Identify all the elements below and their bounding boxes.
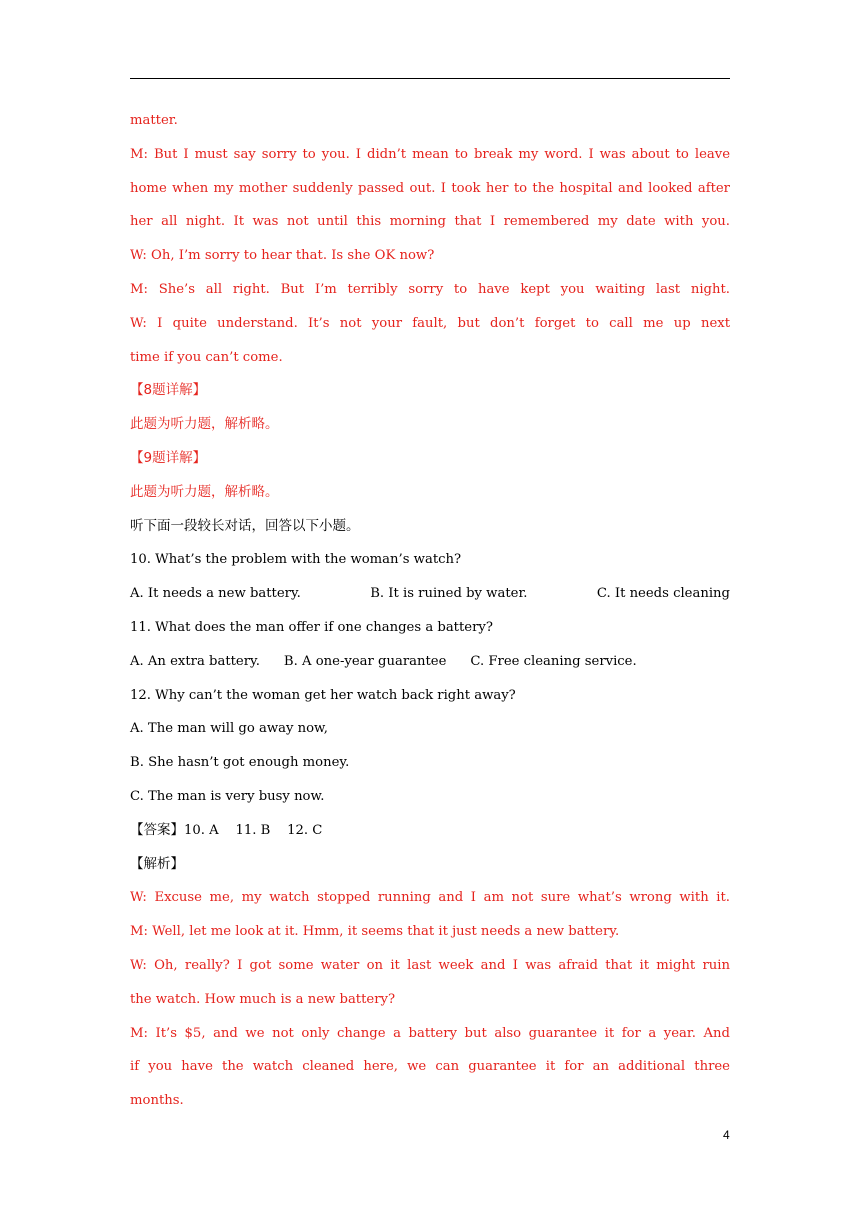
question-stem: 10. What’s the problem with the woman’s watch? xyxy=(130,552,462,568)
answer-row xyxy=(130,814,730,848)
section-instruction: 听下面一段较长对话，回答以下小题。 xyxy=(130,517,360,534)
transcript-line: W: Oh, really? I got some water on it last week and I was afraid that it might ruin xyxy=(130,957,730,973)
transcript-line: M: She’s all right. But I’m terribly sorry to have kept you waiting last night. xyxy=(130,281,730,297)
question-stem: 11. What does the man offer if one changes a battery? xyxy=(130,619,493,635)
transcript-line: W: Excuse me, my watch stopped running and I am not sure what’s wrong with it. xyxy=(130,890,730,906)
question-stem: 12. Why can’t the woman get her watch back right away? xyxy=(130,687,516,703)
transcript-line: W: I quite understand. It’s not your fault, but don’t forget to call me up next xyxy=(130,315,730,331)
option-a: A. It needs a new battery. xyxy=(130,586,301,602)
q9-heading: 【9题详解】 xyxy=(130,449,207,466)
analysis-label: 【解析】 xyxy=(130,855,184,872)
question-options xyxy=(130,645,730,679)
transcript-line: M: But I must say sorry to you. I didn’t mean to break my word. I was about to leave xyxy=(130,146,730,162)
answer-values: 10. A 11. B 12. C xyxy=(184,822,323,838)
option-a: A. The man will go away now, xyxy=(130,721,328,737)
transcript-line: months. xyxy=(130,1093,184,1109)
page-number: 4 xyxy=(723,1128,730,1142)
option-c: C. It needs cleaning xyxy=(596,586,730,602)
transcript-line: home when my mother suddenly passed out. I took her to the hospital and looked after xyxy=(130,180,730,196)
q9-explanation: 此题为听力题，解析略。 xyxy=(130,483,279,500)
page-content xyxy=(130,104,730,1118)
option-a: A. An extra battery. xyxy=(130,653,260,669)
option-c: C. The man is very busy now. xyxy=(130,788,325,804)
option-b: B. A one-year guarantee xyxy=(283,653,447,669)
transcript-line: time if you can’t come. xyxy=(130,349,283,365)
option-b: B. It is ruined by water. xyxy=(370,586,528,602)
transcript-line: matter. xyxy=(130,113,178,128)
question-options xyxy=(130,577,730,611)
transcript-line: if you have the watch cleaned here, we can guarantee it for an additional three xyxy=(130,1059,730,1075)
header-rule xyxy=(130,78,730,79)
transcript-line: M: Well, let me look at it. Hmm, it seems that it just needs a new battery. xyxy=(130,924,620,940)
option-b: B. She hasn’t got enough money. xyxy=(130,755,350,771)
answer-label: 【答案】 xyxy=(130,821,184,838)
transcript-line: her all night. It was not until this morning that I remembered my date with you. xyxy=(130,214,730,230)
q8-heading: 【8题详解】 xyxy=(130,382,207,399)
q8-explanation: 此题为听力题，解析略。 xyxy=(130,416,279,433)
transcript-line: M: It’s $5, and we not only change a battery but also guarantee it for a year. And xyxy=(130,1025,730,1041)
option-c: C. Free cleaning service. xyxy=(470,653,637,669)
transcript-line: the watch. How much is a new battery? xyxy=(130,991,396,1007)
transcript-line: W: Oh, I’m sorry to hear that. Is she OK now? xyxy=(130,248,435,264)
